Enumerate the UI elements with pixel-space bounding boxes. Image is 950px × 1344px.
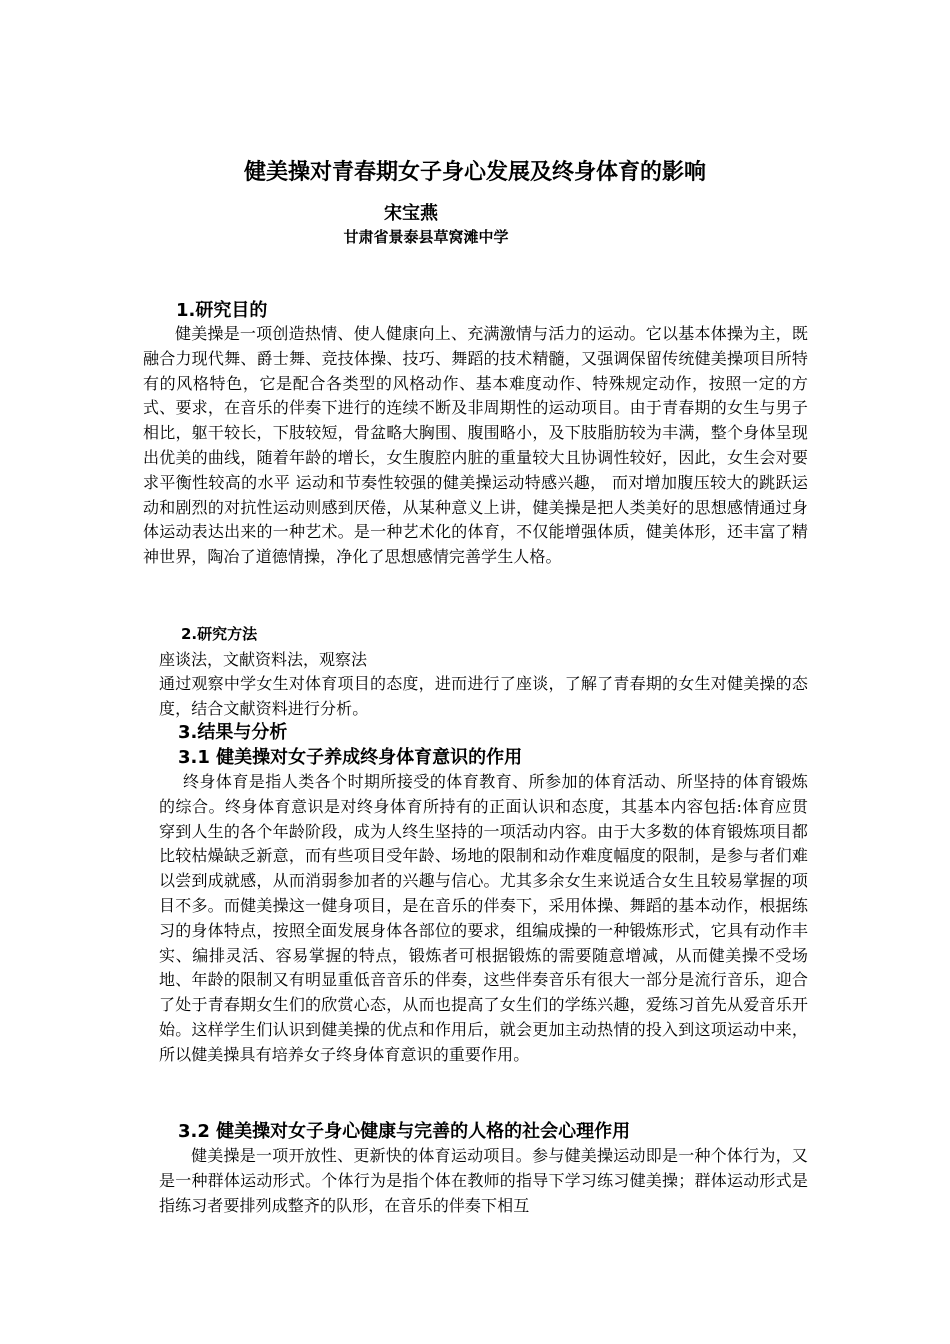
section-3-2-body: 健美操是一项开放性、更新快的体育运动项目。参与健美操运动即是一种个体行为，又是一种群体运动形式。个体行为是指个体在教师的指导下学习练习健美操；群体运动形式是指练习者要排列成整齐的队形，在音乐的伴奏下相互 [159, 1146, 808, 1215]
section-3-2-heading: 3.2 健美操对女子身心健康与完善的人格的社会心理作用 [178, 1121, 631, 1142]
author-affiliation: 甘肃省景泰县草窝滩中学 [343, 228, 509, 246]
section-2-body: 通过观察中学女生对体育项目的态度，进而进行了座谈，了解了青春期的女生对健美操的态度，结合文献资料进行分析。 [159, 674, 808, 718]
section-3-1-body: 终身体育是指人类各个时期所接受的体育教育、所参加的体育活动、所坚持的体育锻炼的综合。终身体育意识是对终身体育所持有的正面认识和态度，其基本内容包括:体育应贯穿到人生的各个年龄阶段，成为人终生坚持的一项活动内容。由于大多数的体育锻炼项目都比较枯燥缺乏新意，而有些项目受年龄、场地的限制和动作难度幅度的限制，是参与者们难以尝到成就感，从而消弱参加者的兴趣与信心。尤其多余女生来说适合女生且较易掌握的项目不多。而健美操这一健身项目，是在音乐的伴奏下，采用体操、舞蹈的基本动作，根据练习的身体特点，按照全面发展身体各部位的要求，组编成操的一种锻炼形式，它具有动作丰实、编排灵活、容易掌握的特点，锻炼者可根据锻炼的需要随意增减，从而健美操不受场地、年龄的限制又有明显重低音音乐的伴奏，这些伴奏音乐有很大一部分是流行音乐，迎合了处于青春期女生们的欣赏心态，从而也提高了女生们的学练兴趣，爱练习首先从爱音乐开始。这样学生们认识到健美操的优点和作用后，就会更加主动热情的投入到这项运动中来，所以健美操具有培养女子终身体育意识的重要作用。 [159, 772, 808, 1064]
page-title: 健美操对青春期女子身心发展及终身体育的影响 [243, 160, 706, 185]
section-1-heading: 1.研究目的 [176, 300, 268, 321]
section-2-methods-line: 座谈法，文献资料法，观察法 [159, 650, 368, 669]
section-3-heading: 3.结果与分析 [178, 722, 288, 743]
section-1-body: 健美操是一项创造热情、使人健康向上、充满激情与活力的运动。它以基本体操为主，既融合力现代舞、爵士舞、竞技体操、技巧、舞蹈的技术精髓，又强调保留传统健美操项目所特有的风格特色，它是配合各类型的风格动作、基本难度动作、特殊规定动作，按照一定的方式、要求，在音乐的伴奏下进行的连续不断及非周期性的运动项目。由于青春期的女生与男子相比，躯干较长，下肢较短，骨盆略大胸围、腹围略小，及下肢脂肪较为丰满，整个身体呈现出优美的曲线，随着年龄的增长，女生腹腔内脏的重量较大且协调性较好，因此，女生会对要求平衡性较高的水平 运动和节奏性较强的健美操运动特感兴趣， 而对增加腹压较大的跳跃运动和剧烈的对抗性运动则感到厌倦，从某种意义上讲，健美操是把人类美好的思想感情通过身体运动表达出来的一种艺术。是一种艺术化的体育，不仅能增强体质，健美体形，还丰富了精神世界，陶冶了道德情操，净化了思想感情完善学生人格。 [143, 324, 808, 567]
author-name: 宋宝燕 [384, 203, 438, 224]
section-3-1-heading: 3.1 健美操对女子养成终身体育意识的作用 [178, 747, 523, 768]
section-2-heading: 2.研究方法 [181, 625, 258, 643]
